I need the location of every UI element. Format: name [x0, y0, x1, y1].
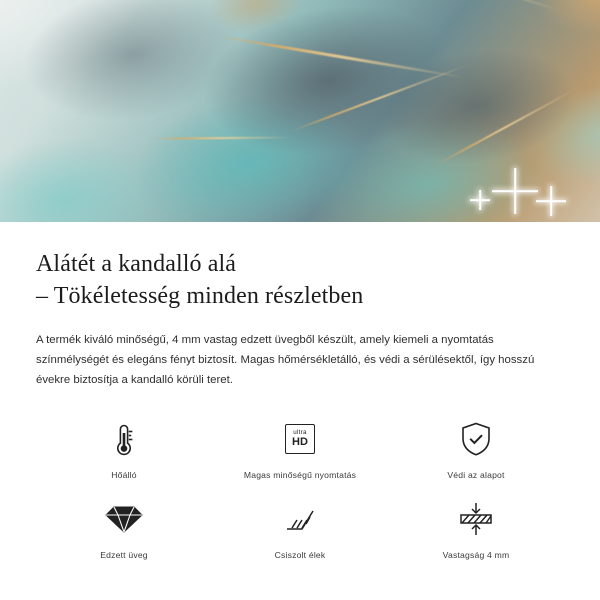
description-paragraph: A termék kiváló minőségű, 4 mm vastag edzett üvegből készült, amely kiemeli a nyomtatás színmélységét és elegáns fényt biztosít. Magas hőmérsékletálló, és védi a sérülésektől, így hosszú évekre biztosítja a kandalló körüli teret. — [36, 334, 535, 386]
gold-vein — [431, 85, 581, 168]
hero-image — [0, 0, 600, 222]
feature-label: Vastagság 4 mm — [442, 550, 510, 560]
feature-label: Hőálló — [111, 470, 137, 480]
ultra-hd-icon — [285, 416, 315, 462]
gold-vein — [342, 0, 562, 12]
feature-label: Edzett üveg — [100, 550, 148, 560]
polished-edges-icon — [280, 496, 320, 542]
feature-item-tempered-glass — [36, 496, 212, 560]
feature-item-heat-resistant — [36, 416, 212, 480]
thermometer-icon — [106, 416, 142, 462]
feature-item-thickness — [388, 496, 564, 560]
headline-line-2: – Tökéletesség minden részletben — [36, 283, 364, 309]
headline-line-1: Alátét a kandalló alá — [36, 251, 237, 277]
feature-item-print-quality — [212, 416, 388, 480]
page-title — [36, 248, 564, 312]
gold-vein — [213, 34, 470, 80]
ultra-hd-badge-bottom: HD — [292, 436, 308, 449]
feature-item-protects-surface — [388, 416, 564, 480]
diamond-icon — [104, 496, 144, 542]
ultra-hd-badge-top: ultra — [293, 428, 307, 436]
feature-grid — [36, 416, 564, 560]
gold-vein — [146, 136, 296, 139]
glass-sheet — [0, 0, 600, 222]
feature-item-polished-edges — [212, 496, 388, 560]
shield-check-icon — [457, 416, 495, 462]
feature-label: Védi az alapot — [447, 470, 505, 480]
feature-label: Magas minőségű nyomtatás — [243, 470, 357, 480]
content-area — [0, 248, 600, 560]
gold-vein — [285, 62, 473, 134]
thickness-icon — [455, 496, 497, 542]
feature-label: Csiszolt élek — [274, 550, 326, 560]
abstract-marble-artwork — [0, 0, 600, 222]
